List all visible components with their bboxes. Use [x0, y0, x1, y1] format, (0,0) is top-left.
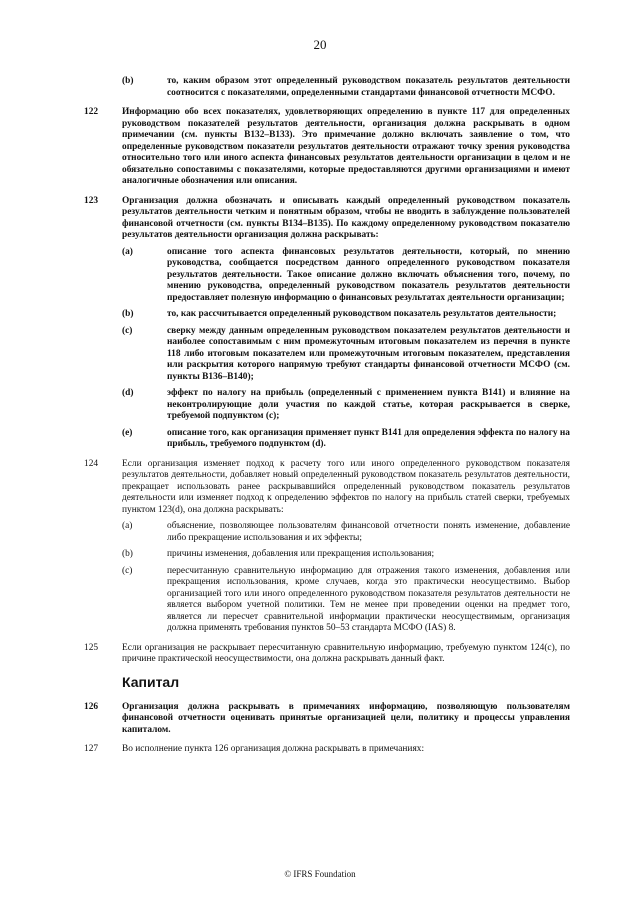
item-text: описание того аспекта финансовых результатов деятельности, который, по мнению руководства, сообщается посредством данного определенного руководством показателя результатов деятельности. Такое описание должно включать объяснения того, почему, по мнению руководства, определенный руководством показатель результатов деятельности предоставляет полезную информацию о финансовых результатах деятельности организации;	[167, 246, 570, 303]
item-label: (e)	[122, 427, 133, 438]
item-text: причины изменения, добавления или прекращения использования;	[167, 549, 435, 559]
list-item	[122, 309, 570, 321]
paragraph-text: Информацию обо всех показателях, удовлетворяющих определению в пункте 117 для определенных руководством показателей результатов деятельности, организация должна раскрывать в одном примечании (см. пункты B132–B133). Это примечание должно включать заявление о том, что определенные руководством показатели результатов деятельности отражают точку зрения руководства относительно того или иного аспекта финансовых результатов деятельности организации в целом и не обязательно сопоставимы с показателями, которые предоставляются другими организациями и имеют аналогичные обозначения или описания.	[122, 107, 570, 186]
list-item	[122, 428, 570, 451]
page-content	[0, 76, 640, 764]
paragraph-number: 123	[84, 195, 99, 206]
paragraph-text: Во исполнение пункта 126 организация должна раскрывать в примечаниях:	[122, 744, 425, 754]
paragraph-number: 122	[84, 107, 99, 117]
item-text: сверку между данным определенным руководством показателем результатов деятельности и наиболее сопоставимым с ним промежуточным итоговым показателем из перечня в пункте 118 либо итоговым показателем или промежуточным итоговым показателем, представления или раскрытия которого напрямую требуют стандарты финансовой отчетности МСФО (см. пункты B136–B140);	[167, 325, 570, 382]
page-number: 20	[313, 37, 327, 52]
paragraph-number: 125	[84, 642, 99, 653]
item-label: (a)	[122, 246, 133, 257]
item-label: (b)	[122, 309, 134, 319]
continued-item-b	[0, 76, 640, 99]
item-label: (c)	[122, 565, 133, 576]
paragraph-122	[0, 107, 640, 188]
list-item	[122, 388, 570, 423]
list-item	[122, 549, 570, 561]
paragraph-124	[0, 459, 640, 635]
item-text: объяснение, позволяющее пользователям финансовой отчетности понять изменение, добавление либо прекращение использования и их эффекты;	[167, 521, 570, 543]
item-label: (b)	[122, 549, 133, 559]
item-text: пересчитанную сравнительную информацию для отражения такого изменения, добавления или прекращения использования, кроме случаев, когда это практически неосуществимо. Выбор организацией того или иного определенного руководством показателя результатов деятельности не является выбором учетной политики. Тем не менее при проведении оценки на предмет того, является ли пересчет сравнительной информации практически неосуществимым, организация должна применять требования пунктов 50–53 стандарта МСФО (IAS) 8.	[167, 565, 570, 633]
item-text: эффект по налогу на прибыль (определенный с применением пункта B141) и влияние на неконтролирующие доли участия по каждой статье, которая раскрывается в сверке, требуемой подпунктом (c);	[167, 388, 570, 421]
paragraph-number: 127	[84, 744, 99, 754]
paragraph-123	[0, 196, 640, 451]
paragraph-number: 124	[84, 458, 99, 469]
item-label: (d)	[122, 388, 134, 398]
list-item	[122, 326, 570, 384]
footer-copyright: © IFRS Foundation	[284, 869, 356, 879]
item-label: (a)	[122, 521, 133, 531]
paragraph-126	[0, 702, 640, 737]
item-label: (b)	[122, 76, 134, 86]
list-item	[122, 566, 570, 635]
item-text: описание того, как организация применяет пункт B141 для определения эффекта по налогу на прибыль, требуемого подпунктом (d).	[167, 427, 570, 449]
paragraph-127	[0, 744, 640, 756]
paragraph-text: Если организация изменяет подход к расчету того или иного определенного руководством показателя результатов деятельности, добавляет новый определенный руководством показатель результатов деятельности, прекращает использовать ранее раскрывавшийся определенный руководством показатель результатов деятельности или изменяет подход к определению эффектов по налогу на прибыль статей сверки, требуемых пунктом 123(d), она должна раскрывать:	[122, 458, 570, 515]
item-text: то, как рассчитывается определенный руководством показатель результатов деятельности;	[167, 309, 557, 319]
paragraph-125	[0, 643, 640, 666]
paragraph-text: Если организация не раскрывает пересчитанную сравнительную информацию, требуемую пунктом 124(c), по причине практической неосуществимости, она должна раскрывать данный факт.	[122, 642, 570, 664]
section-heading: Капитал	[122, 673, 180, 690]
paragraph-text: Организация должна раскрывать в примечаниях информацию, позволяющую пользователям финансовой отчетности оценивать принятые организацией цели, политику и процессы управления капиталом.	[122, 701, 570, 735]
list-item	[122, 521, 570, 544]
item-label: (c)	[122, 325, 133, 336]
item-text: то, каким образом этот определенный руководством показатель результатов деятельности соотносится с показателями, определенными стандартами финансовой отчетности МСФО.	[167, 76, 570, 98]
paragraph-number: 126	[84, 701, 99, 712]
paragraph-text: Организация должна обозначать и описывать каждый определенный руководством показатель результатов деятельности четким и понятным образом, чтобы не вводить в заблуждение пользователей финансовой отчетности (см. пункты B134–B135). По каждому определенному руководством показателю результатов деятельности организация должна раскрывать:	[122, 195, 570, 240]
list-item	[122, 247, 570, 305]
